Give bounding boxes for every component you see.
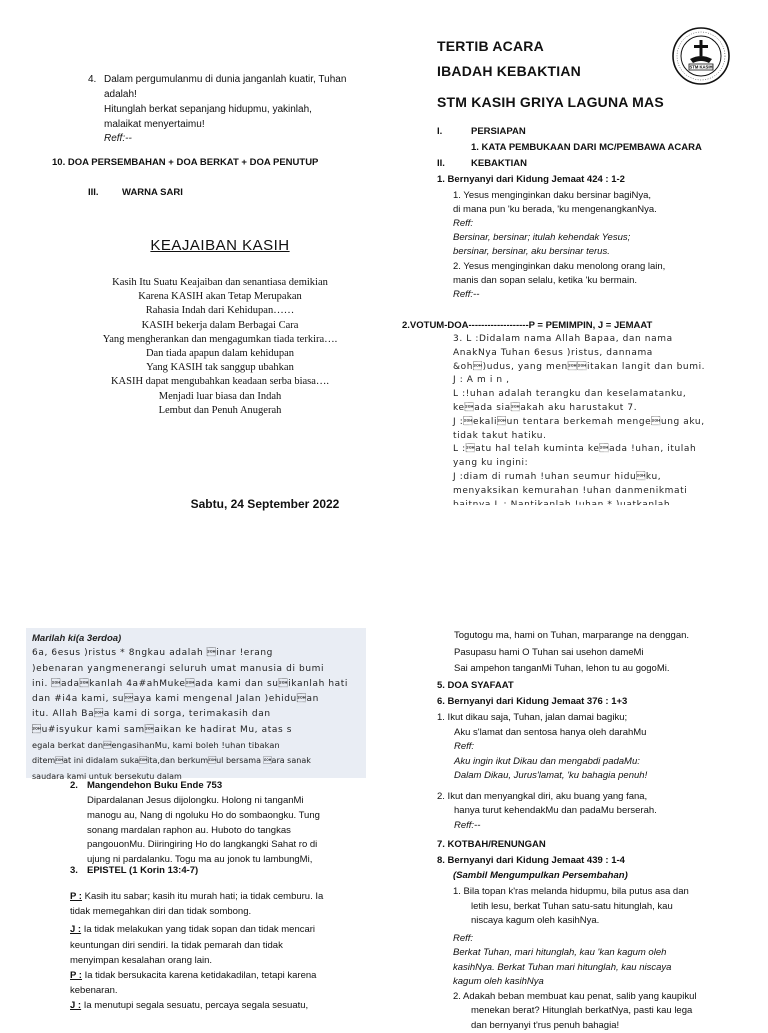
lyric-line: Togutogu ma, hami on Tuhan, marparange na denggan. bbox=[454, 628, 689, 645]
lyric-line: niscaya kagum oleh kasihNya. bbox=[453, 914, 696, 929]
organization-title: STM KASIH GRIYA LAGUNA MAS bbox=[437, 94, 664, 110]
reff-label: Reff:-- bbox=[437, 819, 657, 834]
epistel-line: J : Ia tidak melakukan yang tidak sopan dan tidak mencari bbox=[70, 922, 323, 937]
poem-line: Dan tiada apapun dalam kehidupan bbox=[60, 347, 380, 361]
votum-line: L :!uhan adalah terangku dan keselamatanku, bbox=[453, 388, 753, 402]
prayer-line: saudara kami untuk bersekutu dalam bbox=[32, 769, 368, 784]
item-2-number: 2. bbox=[70, 780, 78, 791]
reff-label: Reff: bbox=[453, 218, 473, 229]
reff-line: Berkat Tuhan, mari hitunglah, kau 'kan kagum oleh bbox=[453, 946, 696, 961]
lyric-line: ujung ni pardalanku. Togu ma au jonok tu lambungMi, bbox=[87, 853, 320, 868]
votum-line: AnakNya Tuhan 6esus )ristus, dannama bbox=[453, 347, 753, 361]
ibadah-kebaktian-title: IBADAH KEBAKTIAN bbox=[437, 63, 581, 79]
prayer-line: ditemat ini didalam sukaita,dan berkumul bersama ara sanak bbox=[32, 753, 368, 768]
lyric-line: pangouonMu. Diiringiring Ho do langkangki Sahat ro di bbox=[87, 838, 320, 853]
poem-line: Lembut dan Penuh Anugerah bbox=[60, 404, 380, 418]
votum-line: J :diam di rumah !uhan seumur hiduku, bbox=[453, 471, 753, 485]
buku-ende-continuation bbox=[454, 628, 689, 678]
lyric-line: dan bernyanyi t'rus penuh bahagia! bbox=[453, 1019, 696, 1033]
doa-syafaat-heading: 5. DOA SYAFAAT bbox=[437, 680, 514, 691]
poem-line: Menjadi luar biasa dan Indah bbox=[60, 390, 380, 404]
lyric-line: 2. Adakah beban membuat kau penat, salib yang kaupikul bbox=[453, 990, 696, 1005]
section-3-number: III. bbox=[88, 187, 99, 198]
item-4-line: Dalam pergumulanmu di dunia janganlah kuatir, Tuhan bbox=[104, 72, 346, 87]
persiapan-heading: PERSIAPAN bbox=[471, 126, 526, 137]
song-verse-line: manis dan sopan selalu, ketika 'ku bermain. bbox=[453, 275, 637, 286]
kebaktian-heading: KEBAKTIAN bbox=[471, 158, 527, 169]
prayer-heading: Marilah ki(a 3erdoa) bbox=[32, 631, 368, 646]
lyric-line: manogu au, Nang di ngoluku Ho do sombaongku. Tung bbox=[87, 809, 320, 824]
song-verse-line: 2. Yesus menginginkan daku menolong orang lain, bbox=[453, 261, 665, 272]
prayer-line: ini. adakanlah 4a#ahMukeada kami dan suikanlah hati bbox=[32, 677, 368, 692]
tertib-acara-title: TERTIB ACARA bbox=[437, 38, 544, 54]
reff-line: bersinar, bersinar, aku bersinar terus. bbox=[453, 246, 610, 257]
kata-pembukaan-item: 1. KATA PEMBUKAAN DARI MC/PEMBAWA ACARA bbox=[471, 142, 702, 153]
lyric-line: Dipardalanan Jesus dijolongku. Holong ni tanganMi bbox=[87, 794, 320, 809]
votum-line: L :atu hal telah kuminta keada !uhan, itulah bbox=[453, 443, 753, 457]
votum-line: J :ekaliun tentara berkemah mengeung aku, bbox=[453, 416, 753, 430]
lyric-line: Sai ampehon tanganMi Tuhan, lehon tu au gogoMi. bbox=[454, 661, 689, 678]
votum-line: 3. L :Didalam nama Allah Bapaa, dan nama bbox=[453, 333, 753, 347]
votum-doa-heading: 2.VOTUM-DOA-------------------P = PEMIMPIN, J = JEMAAT bbox=[402, 320, 652, 331]
keajaiban-kasih-poem bbox=[60, 276, 380, 418]
svg-text:STM KASIH: STM KASIH bbox=[689, 65, 712, 70]
votum-line: yang ku ingini: bbox=[453, 457, 753, 471]
keajaiban-kasih-title: KEAJAIBAN KASIH bbox=[140, 237, 300, 254]
song-verse-line: 1. Yesus menginginkan daku bersinar bagiNya, bbox=[453, 190, 651, 201]
lyric-line: Pasupasu hami O Tuhan sai usehon dameMi bbox=[454, 645, 689, 662]
poem-line: Yang mengherankan dan mengagumkan tiada terkira…. bbox=[60, 333, 380, 347]
poem-line: Yang KASIH tak sanggup ubahkan bbox=[60, 361, 380, 375]
doa-penutup-heading: 10. DOA PERSEMBAHAN + DOA BERKAT + DOA PENUTUP bbox=[52, 157, 318, 168]
lyric-line: hanya turut kehendakMu dan padaMu berserah. bbox=[437, 804, 657, 819]
prayer-line: itu. Allah Baa kami di sorga, terimakasih dan bbox=[32, 707, 368, 722]
poem-line: Rahasia Indah dari Kehidupan…… bbox=[60, 304, 380, 318]
prayer-line: 6a, 6esus )ristus * 8ngkau adalah inar !erang bbox=[32, 646, 368, 661]
section-1-number: I. bbox=[437, 126, 442, 137]
votum-line: keada siaakah aku harustakut 7. bbox=[453, 402, 753, 416]
votum-line: menyaksikan kemurahan !uhan danmenikmati bbox=[453, 485, 753, 499]
poem-line: KASIH dapat mengubahkan keadaan serba biasa…. bbox=[60, 375, 380, 389]
votum-line: &oh)udus, yang menitakan langit dan bumi. bbox=[453, 361, 753, 375]
buku-ende-lyrics bbox=[87, 794, 320, 868]
poem-line: KASIH bekerja dalam Berbagai Cara bbox=[60, 319, 380, 333]
prayer-line: )ebenaran yangmenerangi seluruh umat manusia di bumi bbox=[32, 662, 368, 677]
song-424-heading: 1. Bernyanyi dari Kidung Jemaat 424 : 1-2 bbox=[437, 174, 625, 185]
epistel-line: P : Ia tidak bersukacita karena ketidakadilan, tetapi karena bbox=[70, 968, 323, 983]
warna-sari-heading: WARNA SARI bbox=[122, 187, 183, 198]
event-date: Sabtu, 24 September 2022 bbox=[130, 497, 400, 511]
lyric-line: 1. Ikut dikau saja, Tuhan, jalan damai bagiku; bbox=[437, 711, 657, 726]
reff-line: kagum oleh kasihNya bbox=[453, 975, 696, 990]
lyric-line: 1. Bila topan k'ras melanda hidupmu, bila putus asa dan bbox=[453, 885, 696, 900]
reff-line: Bersinar, bersinar; itulah kehendak Yesus; bbox=[453, 232, 630, 243]
song-verse-line: di mana pun 'ku berada, 'ku mengenangkanNya. bbox=[453, 204, 657, 215]
lyric-line: Aku s'lamat dan sentosa hanya oleh darahMu bbox=[437, 726, 657, 741]
item-4-number: 4. bbox=[88, 74, 96, 85]
reff-label: Reff: bbox=[437, 740, 657, 755]
section-2-number: II. bbox=[437, 158, 445, 169]
reff-line: Dalam Dikau, Jurus'lamat, 'ku bahagia penuh! bbox=[437, 769, 657, 784]
votum-line: tidak takut hatiku. bbox=[453, 430, 753, 444]
epistel-line: kebenaran. bbox=[70, 983, 323, 998]
epistel-line: J : Ia menutupi segala sesuatu, percaya segala sesuatu, bbox=[70, 998, 323, 1013]
song-439-heading: 8. Bernyanyi dari Kidung Jemaat 439 : 1-4 bbox=[437, 855, 625, 866]
stm-kasih-logo bbox=[671, 26, 731, 86]
poem-line: Kasih Itu Suatu Keajaiban dan senantiasa demikian bbox=[60, 276, 380, 290]
prayer-line: dan #i4a kami, suaya kami mengenal Jalan )ehiduan bbox=[32, 692, 368, 707]
epistel-line: menyimpan kesalahan orang lain. bbox=[70, 953, 323, 968]
buku-ende-heading: Mangendehon Buku Ende 753 bbox=[87, 780, 222, 791]
booklet-page-1 bbox=[0, 0, 768, 505]
reff-line: kasihNya. Berkat Tuhan mari hitunglah, kau niscaya bbox=[453, 961, 696, 976]
epistel-line: tidak memegahkan diri dan tidak sombong. bbox=[70, 904, 323, 919]
kotbah-heading: 7. KOTBAH/RENUNGAN bbox=[437, 839, 546, 850]
epistel-line: P : Kasih itu sabar; kasih itu murah hati; ia tidak cemburu. Ia bbox=[70, 889, 323, 904]
item-3-number: 3. bbox=[70, 865, 78, 876]
item-4-line: malaikat menyertaimu! bbox=[104, 117, 205, 132]
lyric-line: menekan berat? Hitunglah berkatNya, pasti kau lega bbox=[453, 1004, 696, 1019]
reff-line: Aku ingin ikut Dikau dan mengabdi padaMu: bbox=[437, 755, 657, 770]
reff-label: Reff:-- bbox=[453, 289, 479, 300]
song-376-lyrics bbox=[437, 711, 657, 833]
lyric-line: 2. Ikut dan menyangkal diri, aku buang yang fana, bbox=[437, 790, 657, 805]
votum-line: J : A m i n , bbox=[453, 374, 753, 388]
item-4-line: adalah! bbox=[104, 87, 137, 102]
epistel-reading bbox=[70, 889, 323, 1014]
song-376-heading: 6. Bernyanyi dari Kidung Jemaat 376 : 1+3 bbox=[437, 696, 627, 707]
prayer-line: egala berkat danengasihanMu, kami boleh !uhan tibakan bbox=[32, 738, 368, 753]
reff-label: Reff:-- bbox=[104, 131, 132, 146]
reff-label: Reff: bbox=[453, 932, 696, 947]
prayer-line: u#isyukur kami samaikan ke hadirat Mu, atas s bbox=[32, 723, 368, 738]
epistel-line: keuntungan diri sendiri. Ia tidak pemarah dan tidak bbox=[70, 938, 323, 953]
lyric-line: letih lesu, berkat Tuhan satu-satu hitunglah, kau bbox=[453, 900, 696, 915]
poem-line: Karena KASIH akan Tetap Merupakan bbox=[60, 290, 380, 304]
prayer-text bbox=[32, 631, 368, 784]
epistel-heading: EPISTEL (1 Korin 13:4-7) bbox=[87, 865, 198, 876]
persembahan-note: (Sambil Mengumpulkan Persembahan) bbox=[453, 870, 628, 881]
song-439-lyrics bbox=[453, 885, 696, 1033]
item-4-line: Hitunglah berkat sepanjang hidupmu, yakinlah, bbox=[104, 102, 312, 117]
lyric-line: sonang mardalan raphon au. Huboto do tangkas bbox=[87, 824, 320, 839]
